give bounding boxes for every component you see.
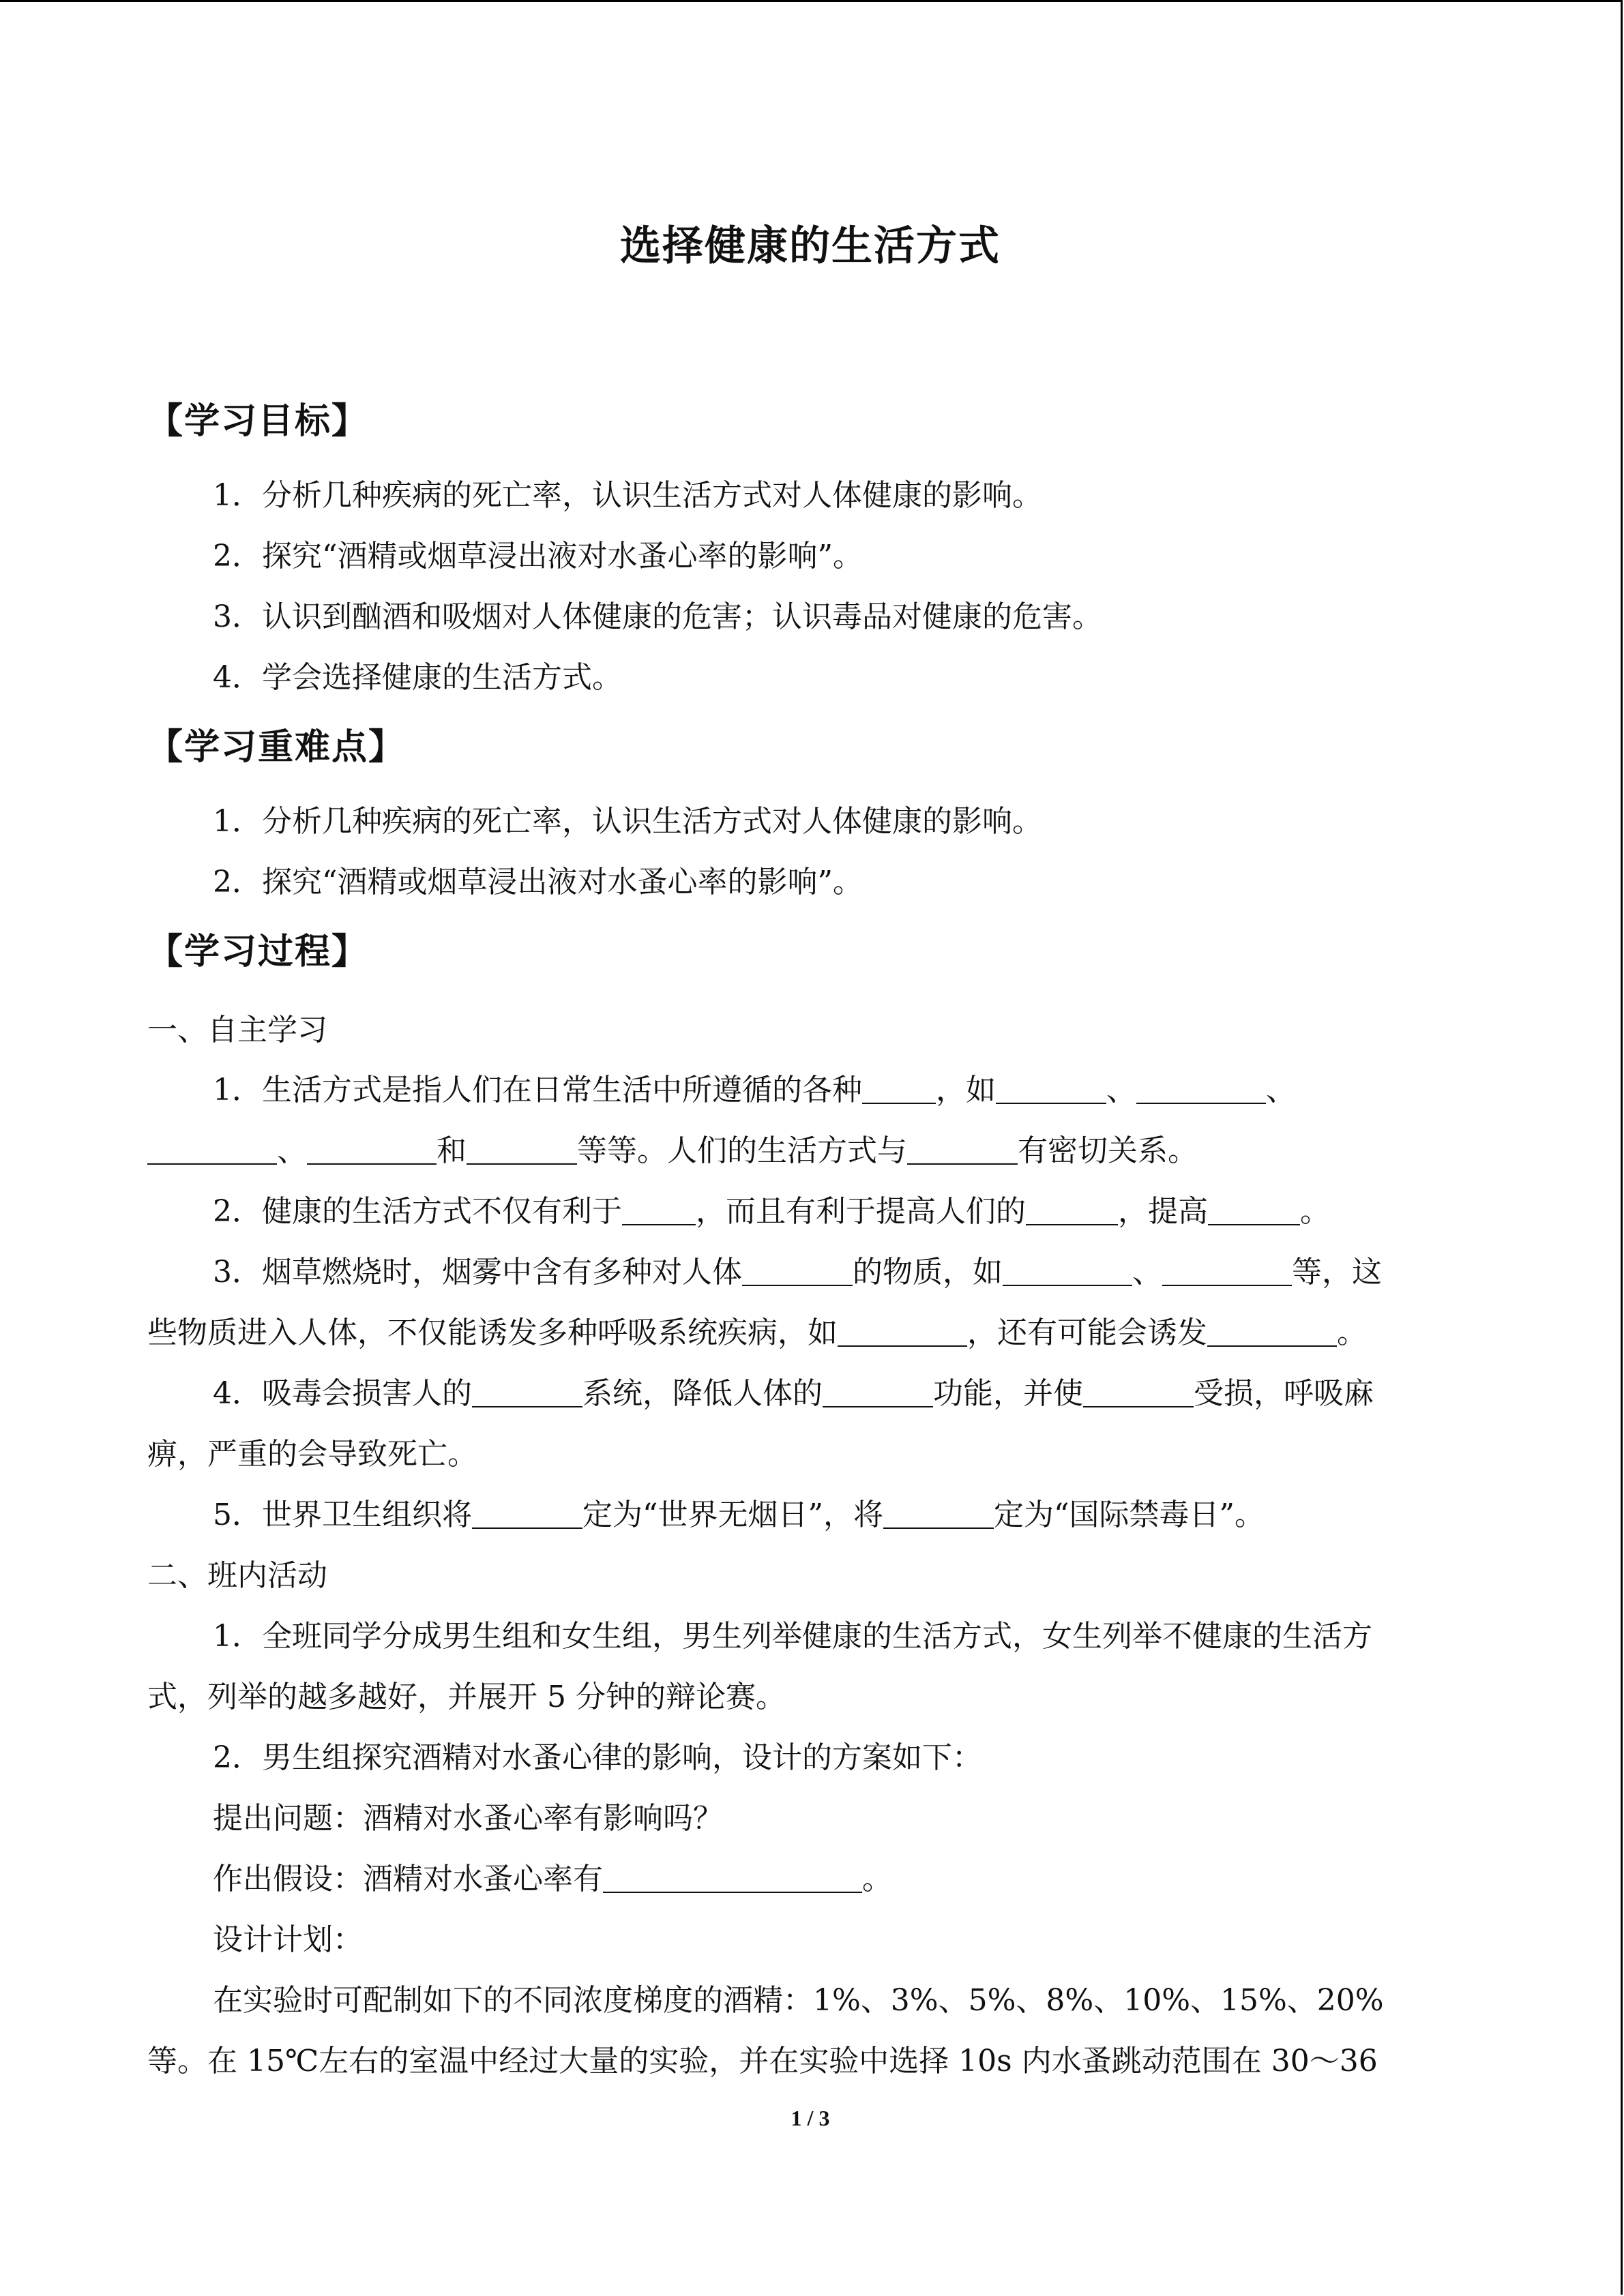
question-text: ，而且有利于提高人们的: [696, 1194, 1026, 1229]
question-text: 、: [1106, 1073, 1136, 1107]
question-text: ，提高: [1118, 1194, 1208, 1229]
blank-field[interactable]: [147, 1133, 277, 1165]
blank-field[interactable]: [467, 1133, 577, 1165]
self-study-label: 一、自主学习: [147, 1013, 327, 1047]
question-4-line2: 痹，严重的会导致死亡。: [147, 1437, 477, 1472]
plan-label: 设计计划：: [213, 1922, 363, 1957]
question-statement: 提出问题：酒精对水蚤心率有影响吗？: [213, 1801, 723, 1836]
blank-field[interactable]: [1207, 1315, 1337, 1347]
question-3-line2: [147, 1313, 1473, 1354]
question-text: 等等。人们的生活方式与: [577, 1133, 907, 1168]
question-text: 的物质，如: [853, 1255, 1003, 1289]
question-4-line1: [213, 1373, 1473, 1414]
plan-line1: 在实验时可配制如下的不同浓度梯度的酒精：1%、3%、5%、8%、10%、15%、20%: [213, 1983, 1384, 2018]
blank-field[interactable]: [622, 1194, 696, 1225]
blank-field[interactable]: [307, 1133, 437, 1165]
question-2: [213, 1191, 1473, 1232]
blank-field[interactable]: [1083, 1376, 1194, 1407]
question-3-line1: [213, 1252, 1473, 1293]
question-text: 和: [437, 1133, 467, 1168]
question-text: 功能，并使: [933, 1376, 1083, 1411]
question-text: ，如: [936, 1073, 996, 1107]
page-title: 选择健康的生活方式: [620, 222, 1001, 270]
activity-1-line1: 1．全班同学分成男生组和女生组，男生列举健康的生活方式，女生列举不健康的生活方: [213, 1619, 1372, 1654]
blank-field[interactable]: [1162, 1255, 1292, 1286]
objective-item: 2．探究“酒精或烟草浸出液对水蚤心率的影响”。: [213, 539, 863, 573]
question-text: 5．世界卫生组织将: [213, 1497, 472, 1532]
blank-field[interactable]: [862, 1073, 936, 1104]
question-text: 有密切关系。: [1018, 1133, 1198, 1168]
objective-item: 1．分析几种疾病的死亡率，认识生活方式对人体健康的影响。: [213, 478, 1042, 513]
blank-field[interactable]: [1026, 1194, 1118, 1225]
question-text: 些物质进入人体，不仅能诱发多种呼吸系统疾病，如: [147, 1315, 838, 1350]
key-points-heading: 【学习重难点】: [147, 727, 406, 768]
question-text: 2．健康的生活方式不仅有利于: [213, 1194, 622, 1229]
blank-field[interactable]: [907, 1133, 1018, 1165]
question-text: 。: [862, 1862, 892, 1896]
key-point-item: 2．探究“酒精或烟草浸出液对水蚤心率的影响”。: [213, 865, 863, 899]
question-text: 定为“国际禁毒日”。: [994, 1497, 1265, 1532]
question-text: 定为“世界无烟日”，将: [582, 1497, 883, 1532]
process-heading: 【学习过程】: [147, 931, 369, 972]
page-number: 1 / 3: [791, 2106, 830, 2130]
blank-field[interactable]: [883, 1497, 994, 1529]
hypothesis: [213, 1859, 1473, 1900]
question-text: 、: [277, 1133, 307, 1168]
question-text: 4．吸毒会损害人的: [213, 1376, 472, 1411]
blank-field[interactable]: [603, 1862, 862, 1893]
question-text: 3．烟草燃烧时，烟雾中含有多种对人体: [213, 1255, 742, 1289]
question-text: 受损，呼吸麻: [1194, 1376, 1374, 1411]
question-text: 等，这: [1292, 1255, 1382, 1289]
question-text: 、: [1266, 1073, 1296, 1107]
activity-1-line2: 式，列举的越多越好，并展开 5 分钟的辩论赛。: [147, 1680, 786, 1714]
objectives-heading: 【学习目标】: [147, 401, 369, 442]
question-text: 系统，降低人体的: [582, 1376, 823, 1411]
key-point-item: 1．分析几种疾病的死亡率，认识生活方式对人体健康的影响。: [213, 804, 1042, 839]
objective-item: 4．学会选择健康的生活方式。: [213, 660, 622, 695]
blank-field[interactable]: [823, 1376, 933, 1407]
blank-field[interactable]: [472, 1376, 582, 1407]
blank-field[interactable]: [472, 1497, 582, 1529]
question-text: 。: [1337, 1315, 1367, 1350]
question-text: 作出假设：酒精对水蚤心率有: [213, 1862, 603, 1896]
question-text: 。: [1300, 1194, 1330, 1229]
blank-field[interactable]: [996, 1073, 1106, 1104]
blank-field[interactable]: [838, 1315, 967, 1347]
blank-field[interactable]: [742, 1255, 853, 1286]
question-1-line2: [147, 1131, 1473, 1172]
question-text: 1．生活方式是指人们在日常生活中所遵循的各种: [213, 1073, 862, 1107]
blank-field[interactable]: [1136, 1073, 1266, 1104]
blank-field[interactable]: [1208, 1194, 1300, 1225]
class-activity-label: 二、班内活动: [147, 1558, 327, 1593]
question-text: 、: [1132, 1255, 1162, 1289]
blank-field[interactable]: [1003, 1255, 1132, 1286]
question-5: [213, 1495, 1473, 1536]
objective-item: 3．认识到酗酒和吸烟对人体健康的危害；认识毒品对健康的危害。: [213, 599, 1102, 634]
activity-2: 2．男生组探究酒精对水蚤心律的影响，设计的方案如下：: [213, 1740, 982, 1775]
plan-line2: 等。在 15℃左右的室温中经过大量的实验，并在实验中选择 10s 内水蚤跳动范围在 30～36: [147, 2044, 1378, 2078]
question-1-line1: [213, 1070, 1473, 1111]
question-text: ，还有可能会诱发: [967, 1315, 1207, 1350]
